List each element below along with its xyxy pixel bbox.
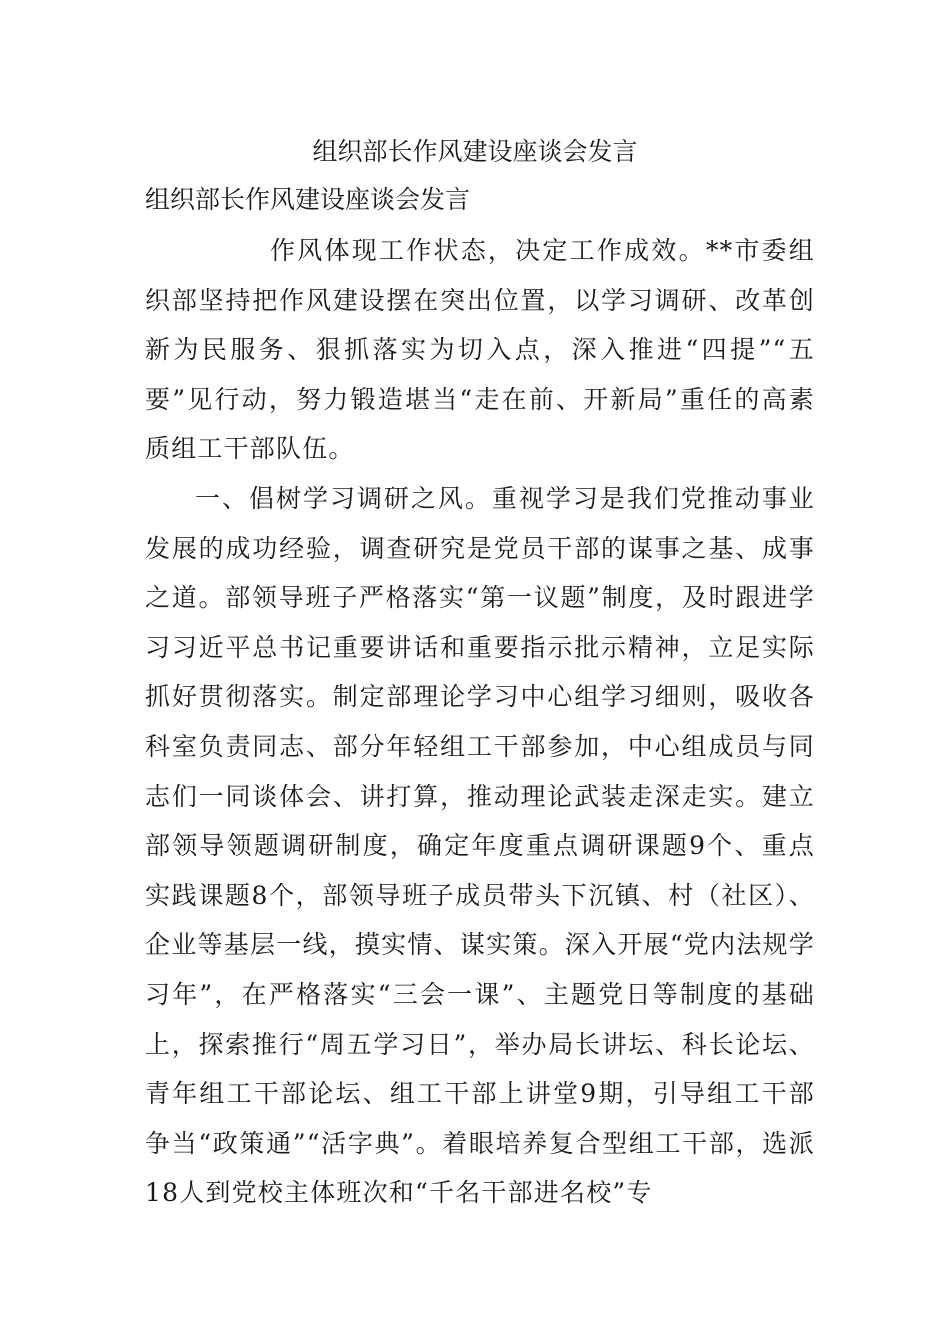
document-subtitle: 组织部长作风建设座谈会发言 [145,185,471,214]
document-title: 组织部长作风建设座谈会发言 [312,137,638,166]
paragraph-section-one: 一、倡树学习调研之风。重视学习是我们党推动事业发展的成功经验，调查研究是党员干部的谋事之基、成事之道。部领导班子严格落实“第一议题”制度，及时跟进学习习近平总书记重要讲话和重要指示批示精神，立足实际抓好贯彻落实。制定部理论学习中心组学习细则，吸收各科室负责同志、部分年轻组工干部参加，中心组成员与同志们一同谈体会、讲打算，推动理论武装走深走实。建立部领导领题调研制度，确定年度重点调研课题9个、重点实践课题8个，部领导班子成员带头下沉镇、村（社区）、企业等基层一线，摸实情、谋实策。深入开展“党内法规学习年”，在严格落实“三会一课”、主题党日等制度的基础上，探索推行“周五学习日”，举办局长讲坛、科长论坛、青年组工干部论坛、组工干部上讲堂9期，引导组工干部争当“政策通”“活字典”。着眼培养复合型组工干部，选派18人到党校主体班次和“千名干部进名校”专 [145,484,815,1208]
paragraph-intro: 作风体现工作状态，决定工作成效。**市委组织部坚持把作风建设摆在突出位置，以学习调研、改革创新为民服务、狠抓落实为切入点，深入推进“四提”“五要”见行动，努力锻造堪当“走在前、开新局”重任的高素质组工干部队伍。 [145,236,815,464]
